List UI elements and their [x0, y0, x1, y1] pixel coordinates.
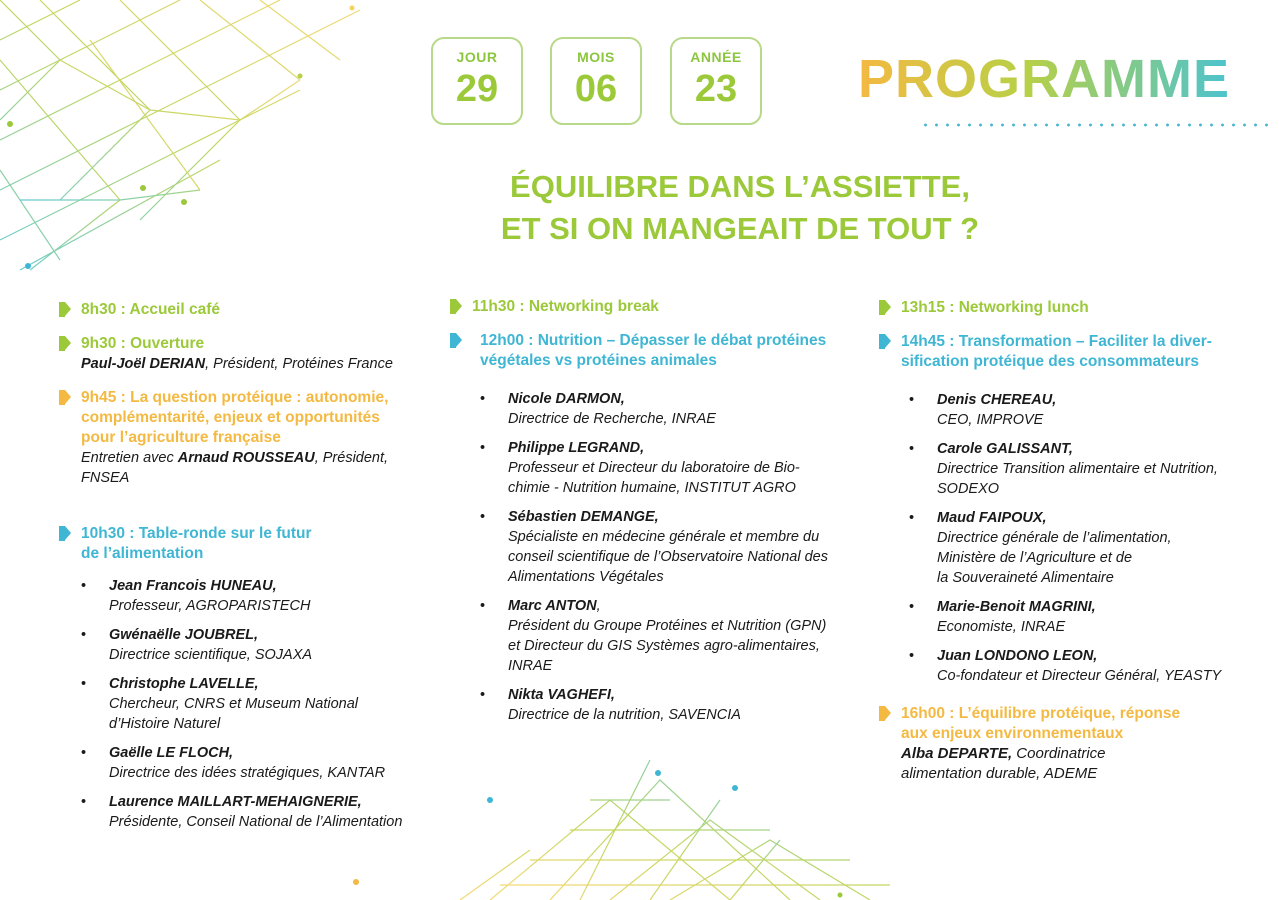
speaker-item [909, 646, 1269, 686]
speaker-name: • Juan LONDONO LEON, [937, 648, 1098, 664]
speaker-role-cont: chimie - Nutrition humaine, INSTITUT AGRO [508, 480, 796, 496]
title-line: complémentarité, enjeux et opportunités [81, 409, 380, 426]
session-title [901, 704, 1269, 744]
speaker-name: • Laurence MAILLART-MEHAIGNERIE, [109, 794, 362, 810]
schedule-column-2 [450, 297, 870, 734]
speaker-name: • Sébastien DEMANGE, [508, 509, 659, 525]
arrow-marker-icon [879, 334, 889, 349]
speaker-role-cont: Alimentations Végétales [508, 569, 664, 585]
headline-line-2: ET SI ON MANGEAIT DE TOUT ? [500, 211, 980, 246]
session-title: 9h30 : Ouverture [81, 335, 205, 352]
speaker-item [480, 507, 870, 587]
speaker-name: • Marie-Benoit MAGRINI, [937, 599, 1096, 615]
speaker-name: • Maud FAIPOUX, [937, 510, 1047, 526]
schedule-column-1 [59, 300, 439, 841]
title-line: 14h45 : Transformation – Faciliter la diver- [901, 333, 1212, 350]
session-equilibre-proteique [879, 704, 1269, 784]
event-headline [440, 166, 1040, 250]
title-line: pour l’agriculture française [81, 429, 281, 446]
date-day-box [431, 37, 523, 125]
speaker-item [81, 674, 439, 734]
session-title: 11h30 : Networking break [472, 298, 659, 315]
arrow-marker-icon [59, 336, 69, 351]
speaker-role-cont: conseil scientifique de l’Observatoire National des [508, 549, 828, 565]
session-speaker [81, 354, 439, 374]
speaker-role: Directrice des idées stratégiques, KANTAR [109, 765, 386, 781]
date-month-box [550, 37, 642, 125]
title-line: aux enjeux environnementaux [901, 725, 1124, 742]
year-value: 23 [694, 68, 738, 110]
speaker-item [81, 625, 439, 665]
speaker-name: • Gwénaëlle JOUBREL, [109, 627, 259, 643]
speaker-role: Directrice générale de l’alimentation, [937, 530, 1172, 546]
speaker-role: Directrice scientifique, SOJAXA [109, 647, 313, 663]
session-title: 8h30 : Accueil café [81, 301, 220, 318]
date-year-box [670, 37, 762, 125]
speaker-item [81, 576, 439, 616]
speaker-role: Chercheur, CNRS et Museum National [109, 696, 359, 712]
session-accueil [59, 300, 439, 320]
arrow-marker-icon [879, 706, 889, 721]
session-speaker [81, 448, 439, 488]
speaker-item [81, 743, 439, 783]
session-table-ronde [59, 524, 439, 832]
speaker-name: Marc ANTON [508, 598, 597, 614]
speaker-role-cont: d’Histoire Naturel [109, 716, 221, 732]
speaker-role: Directrice de la nutrition, SAVENCIA [508, 707, 741, 723]
title-line: végétales vs protéines animales [480, 352, 717, 369]
speaker-role-cont: INRAE [508, 658, 553, 674]
speaker-name: • Philippe LEGRAND, [508, 440, 645, 456]
speaker-item [480, 438, 870, 498]
speaker-name: • Christophe LAVELLE, [109, 676, 259, 692]
session-title [81, 524, 439, 564]
speaker-name: Alba DEPARTE, [901, 745, 1013, 762]
speaker-role: Président du Groupe Protéines et Nutrition (GPN) [508, 618, 827, 634]
title-line: 16h00 : L’équilibre protéique, réponse [901, 705, 1181, 722]
speaker-role: Professeur, AGROPARISTECH [109, 598, 311, 614]
session-networking-break [450, 297, 870, 317]
speaker-role: Directrice de Recherche, INRAE [508, 411, 716, 427]
session-speaker [901, 744, 1269, 784]
arrow-marker-icon [450, 333, 460, 348]
session-title [81, 388, 439, 448]
speaker-role: Economiste, INRAE [937, 619, 1066, 635]
speaker-role-cont: SODEXO [937, 481, 1000, 497]
programme-title: PROGRAMME [858, 49, 1230, 109]
arrow-marker-icon [450, 299, 460, 314]
speaker-item [909, 597, 1269, 637]
session-title: 13h15 : Networking lunch [901, 299, 1089, 316]
speaker-role-cont: Ministère de l’Agriculture et de [937, 550, 1133, 566]
speaker-role: Présidente, Conseil National de l’Alimentation [109, 814, 403, 830]
speaker-item [480, 389, 870, 429]
title-line: 9h45 : La question protéique : autonomie, [81, 389, 389, 406]
speaker-name: Arnaud ROUSSEAU [177, 450, 315, 466]
speaker-detail-cont: alimentation durable, ADEME [901, 765, 1098, 782]
day-value: 29 [455, 68, 499, 110]
speaker-role: Directrice Transition alimentaire et Nutrition, [937, 461, 1218, 477]
speaker-item [909, 390, 1269, 430]
speaker-name: Paul-Joël DERIAN [81, 356, 206, 372]
speaker-name: • Nicole DARMON, [508, 391, 625, 407]
speaker-item [480, 685, 870, 725]
arrow-marker-icon [879, 300, 889, 315]
title-line: 12h00 : Nutrition – Dépasser le débat protéines [480, 332, 827, 349]
speaker-name: • Carole GALISSANT, [937, 441, 1073, 457]
speaker-name: • Denis CHEREAU, [937, 392, 1057, 408]
day-label: JOUR [456, 49, 498, 65]
session-ouverture [59, 334, 439, 374]
title-line: sification protéique des consommateurs [901, 353, 1200, 370]
speaker-detail: Coordinatrice [1012, 745, 1106, 762]
month-label: MOIS [577, 49, 615, 65]
speaker-name-line: • Marc ANTON, [508, 598, 601, 614]
speaker-item [909, 439, 1269, 499]
dotted-divider [920, 123, 1270, 127]
speaker-role-cont: et Directeur du GIS Systèmes agro-alimentaires, [508, 638, 820, 654]
geometric-pattern-top-left [0, 0, 380, 280]
session-networking-lunch [879, 298, 1269, 318]
session-title [480, 331, 870, 371]
speaker-role: Co-fondateur et Directeur Général, YEASTY [937, 668, 1222, 684]
speaker-role: CEO, IMPROVE [937, 412, 1044, 428]
speaker-item [909, 508, 1269, 588]
speaker-name: • Jean Francois HUNEAU, [109, 578, 277, 594]
speaker-item [81, 792, 439, 832]
arrow-marker-icon [59, 302, 69, 317]
arrow-marker-icon [59, 526, 69, 541]
speaker-detail: , Président, FNSEA [81, 450, 389, 486]
speaker-role-cont: la Souveraineté Alimentaire [937, 570, 1114, 586]
speaker-name: • Nikta VAGHEFI, [508, 687, 615, 703]
session-question-proteique [59, 388, 439, 488]
arrow-marker-icon [59, 390, 69, 405]
headline-line-1: ÉQUILIBRE DANS L’ASSIETTE, [510, 169, 970, 204]
month-value: 06 [574, 68, 618, 110]
speaker-detail: , Président, Protéines France [205, 356, 393, 372]
speaker-role: Spécialiste en médecine générale et membre du [508, 529, 820, 545]
session-transformation [879, 332, 1269, 686]
title-line: 10h30 : Table-ronde sur le futur [81, 525, 312, 542]
session-nutrition [450, 331, 870, 725]
speaker-name: • Gaëlle LE FLOCH, [109, 745, 234, 761]
speaker-item [480, 596, 870, 676]
session-title [901, 332, 1269, 372]
speaker-pre: Entretien avec [81, 450, 178, 466]
speaker-role: Professeur et Directeur du laboratoire de Bio- [508, 460, 800, 476]
title-line: de l’alimentation [81, 545, 204, 562]
schedule-column-3 [879, 298, 1269, 784]
year-label: ANNÉE [690, 49, 742, 65]
